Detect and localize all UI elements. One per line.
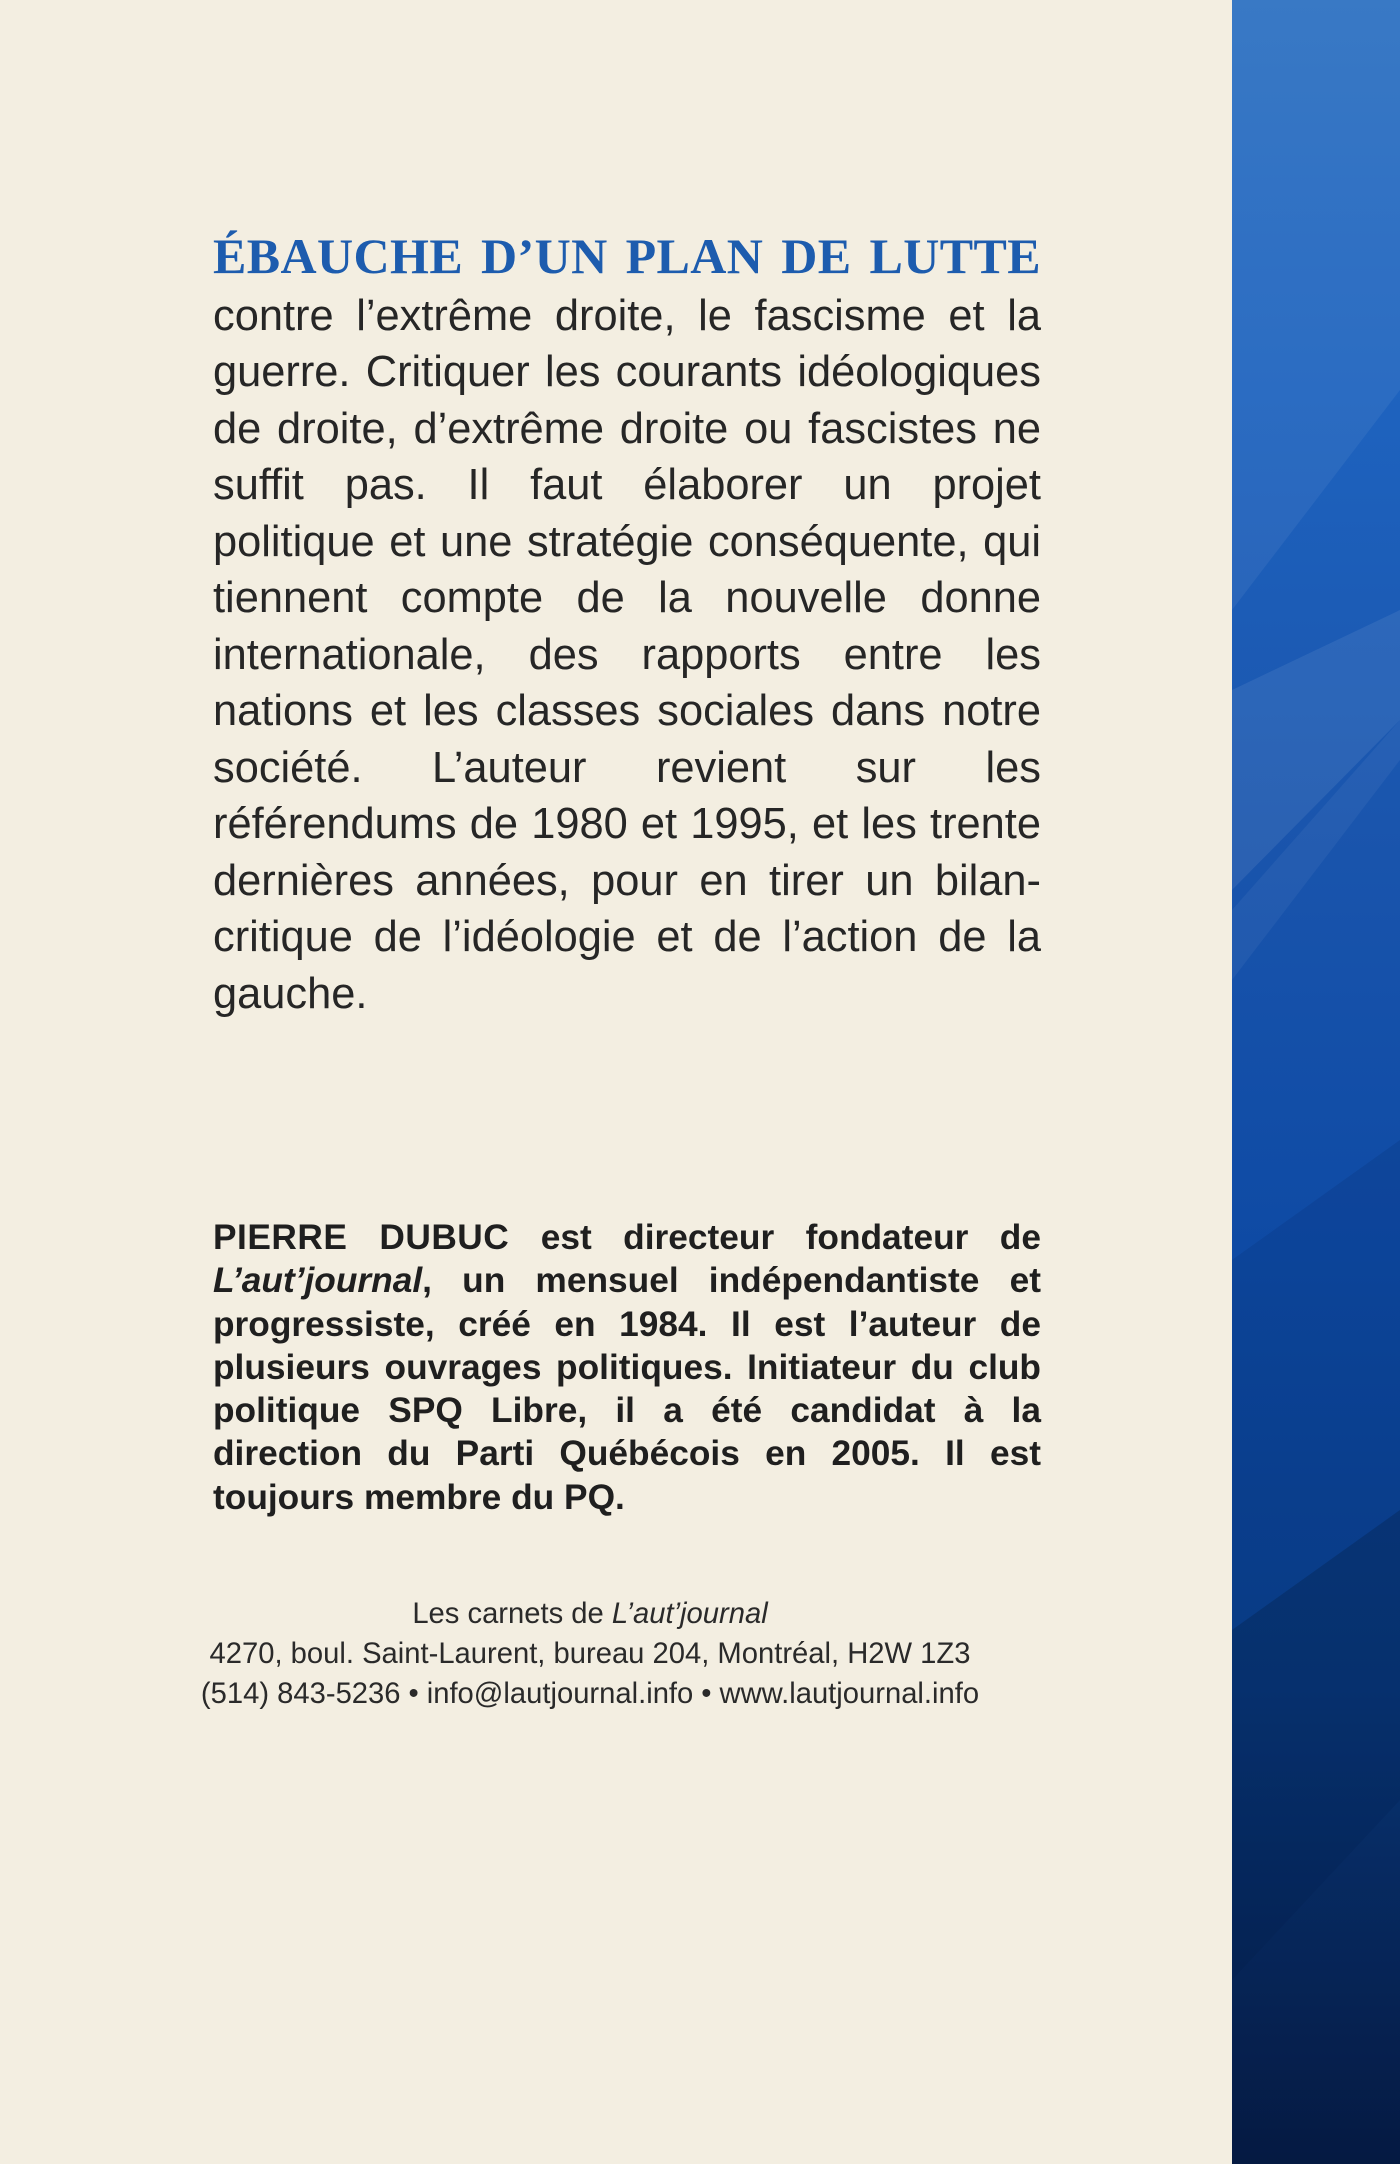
contact-separator-1: • [408, 1678, 419, 1710]
author-biography [213, 1216, 1041, 1519]
author-bio-intro: est directeur fondateur de [509, 1218, 1041, 1257]
publisher-email: info@lautjournal.info [426, 1678, 694, 1710]
description-paragraph [213, 228, 1041, 1022]
publisher-information [140, 1594, 1040, 1714]
publisher-contact-line [140, 1674, 1040, 1714]
series-name: L’aut’journal [611, 1598, 768, 1630]
publisher-website: www.lautjournal.info [719, 1678, 980, 1710]
publisher-phone: (514) 843-5236 [200, 1678, 401, 1710]
description-body: contre l’extrême droite, le fascisme et la guerre. Critiquer les courants idéologiques de droite, d’extrême droite ou fascistes ne suffit pas. Il faut élaborer un projet politique et une stratégie conséquente, qui tiennent compte de la nouvelle donne internationale, des rapports entre les nations et les classes sociales dans notre société. L’auteur revient sur les référendums de 1980 et 1995, et les trente dernières années, pour en tirer un bilan-critique de l’idéologie et de l’action de la gauche. [213, 291, 1041, 1018]
series-prefix: Les carnets de [412, 1598, 612, 1630]
contact-separator-2: • [701, 1678, 712, 1710]
description-headline: ÉBAUCHE D’UN PLAN DE LUTTE [213, 228, 1041, 284]
blue-side-band [1232, 0, 1400, 2164]
author-bio-details: , un mensuel indépendantiste et progressiste, créé en 1984. Il est l’auteur de plusieurs ouvrages politiques. Initiateur du club politique SPQ Libre, il a été candidat à la direction du Parti Québécois en 2005. Il est toujours membre du PQ. [213, 1261, 1041, 1517]
author-name: PIERRE DUBUC [213, 1218, 510, 1257]
publication-name: L’aut’journal [213, 1261, 423, 1301]
publisher-series-line [140, 1594, 1040, 1634]
band-texture-graphic [1232, 0, 1400, 2164]
publisher-address: 4270, boul. Saint-Laurent, bureau 204, Montréal, H2W 1Z3 [209, 1638, 971, 1670]
